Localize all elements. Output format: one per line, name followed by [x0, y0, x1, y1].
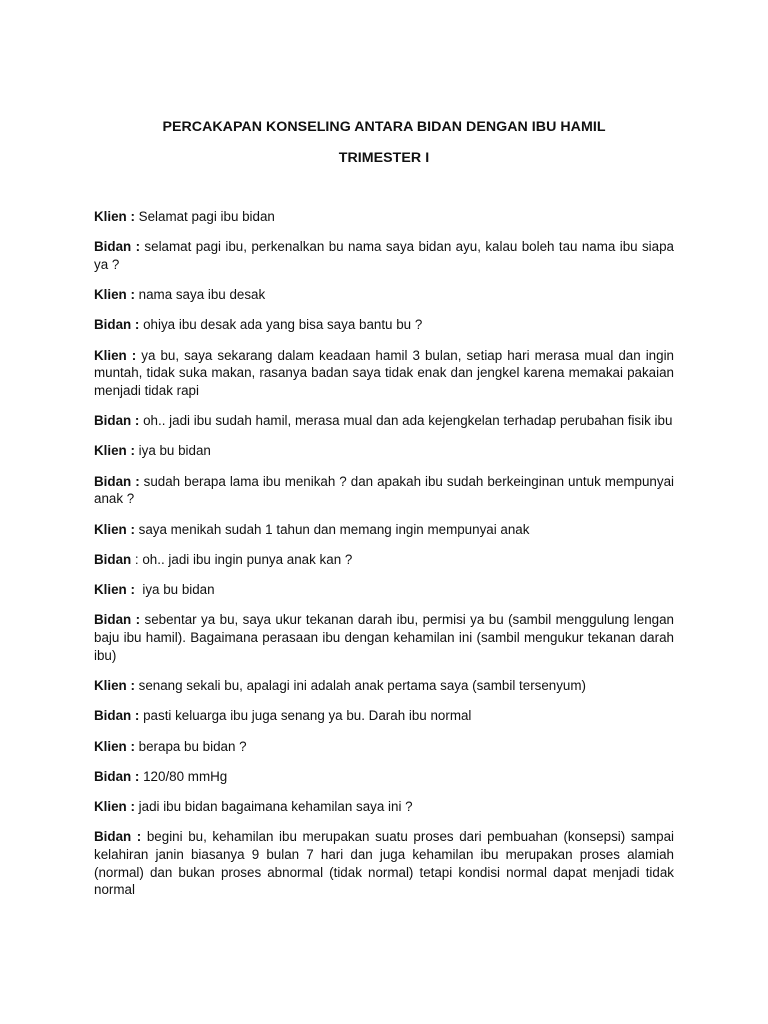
dialogue-text: sudah berapa lama ibu menikah ? dan apakah ibu sudah berkeinginan untuk mempunyai anak ? — [94, 473, 674, 507]
speaker-label: Klien : — [94, 582, 135, 598]
dialogue-text: nama saya ibu desak — [134, 287, 266, 303]
dialogue-line — [94, 581, 674, 599]
speaker-label: Klien : — [94, 738, 135, 754]
dialogue-line — [94, 473, 674, 508]
speaker-label: Klien : — [94, 443, 135, 459]
dialogue-line — [94, 611, 674, 664]
speaker-label: Klien : — [94, 521, 135, 537]
dialogue-transcript — [94, 208, 674, 911]
dialogue-text: ya bu, saya sekarang dalam keadaan hamil 3 bulan, setiap hari merasa mual dan ingin muntah, tidak suka makan, rasanya badan saya tidak enak dan jengkel karena memakai pakaian menjadi tidak rapi — [94, 347, 674, 398]
dialogue-text: ohiya ibu desak ada yang bisa saya bantu bu ? — [139, 317, 423, 333]
dialogue-text: jadi ibu bidan bagaimana kehamilan saya ini ? — [134, 799, 413, 815]
dialogue-text: iya bu bidan — [134, 582, 215, 598]
dialogue-line — [94, 677, 674, 695]
dialogue-line — [94, 286, 674, 304]
dialogue-text: pasti keluarga ibu juga senang ya bu. Darah ibu normal — [139, 708, 472, 724]
speaker-label: Bidan : — [94, 317, 140, 333]
dialogue-line — [94, 316, 674, 334]
dialogue-line — [94, 738, 674, 756]
speaker-label: Bidan : — [94, 768, 140, 784]
speaker-label: Klien : — [94, 677, 135, 693]
dialogue-line — [94, 798, 674, 816]
dialogue-text: selamat pagi ibu, perkenalkan bu nama saya bidan ayu, kalau boleh tau nama ibu siapa ya ? — [94, 239, 674, 272]
dialogue-text: oh.. jadi ibu sudah hamil, merasa mual dan ada kejengkelan terhadap perubahan fisik ibu — [139, 413, 673, 429]
speaker-label: Bidan : — [94, 473, 140, 489]
dialogue-line — [94, 707, 674, 725]
speaker-label: Klien : — [94, 287, 135, 303]
dialogue-text: sebentar ya bu, saya ukur tekanan darah ibu, permisi ya bu (sambil menggulung lengan baju ibu hamil). Bagaimana perasaan ibu dengan kehamilan ini (sambil mengukur tekanan darah ibu) — [94, 612, 674, 663]
dialogue-text: iya bu bidan — [134, 443, 211, 459]
speaker-label: Bidan — [94, 551, 132, 567]
speaker-label: Bidan : — [94, 239, 141, 255]
dialogue-text: berapa bu bidan ? — [134, 738, 247, 754]
document-subtitle: TRIMESTER I — [338, 150, 430, 166]
dialogue-line — [94, 238, 674, 273]
dialogue-text: Selamat pagi ibu bidan — [134, 209, 275, 224]
dialogue-line — [94, 768, 674, 786]
dialogue-line — [94, 208, 674, 226]
speaker-label: Klien : — [94, 799, 135, 815]
dialogue-line — [94, 412, 674, 430]
document-title: PERCAKAPAN KONSELING ANTARA BIDAN DENGAN IBU HAMIL — [162, 119, 606, 135]
dialogue-text: : oh.. jadi ibu ingin punya anak kan ? — [131, 551, 353, 567]
dialogue-line — [94, 521, 674, 539]
speaker-label: Bidan : — [94, 413, 140, 429]
dialogue-line — [94, 828, 674, 898]
speaker-label: Bidan : — [94, 612, 141, 628]
speaker-label: Klien : — [94, 209, 135, 224]
dialogue-text: begini bu, kehamilan ibu merupakan suatu proses dari pembuahan (konsepsi) sampai kelahiran janin biasanya 9 bulan 7 hari dan juga kehamilan ibu merupakan proses alamiah (normal) dan bukan proses abnormal (tidak normal) tetapi kondisi normal dapat menjadi tidak normal — [94, 829, 674, 898]
speaker-label: Bidan : — [94, 708, 140, 724]
dialogue-text: senang sekali bu, apalagi ini adalah anak pertama saya (sambil tersenyum) — [134, 677, 586, 693]
dialogue-line — [94, 442, 674, 460]
speaker-label: Klien : — [94, 347, 137, 363]
dialogue-text: saya menikah sudah 1 tahun dan memang ingin mempunyai anak — [134, 521, 530, 537]
dialogue-line — [94, 347, 674, 400]
speaker-label: Bidan : — [94, 829, 142, 845]
dialogue-text: 120/80 mmHg — [139, 768, 228, 784]
dialogue-line — [94, 551, 674, 569]
